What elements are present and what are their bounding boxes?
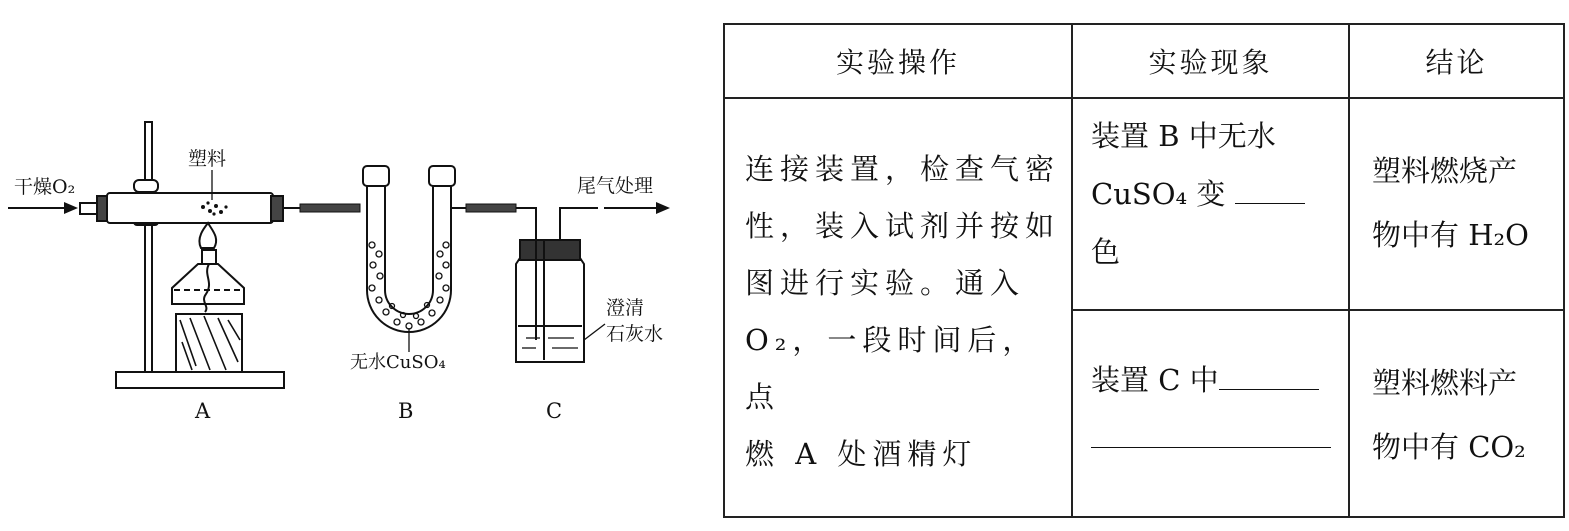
label-c: C xyxy=(546,399,563,423)
u-tube xyxy=(363,166,455,332)
operation-line: 性，装入试剂并按如 xyxy=(745,209,1061,243)
answer-blank[interactable] xyxy=(1219,361,1319,390)
limewater-label-1: 澄清 xyxy=(606,297,645,319)
conclusion-text: 物中有 CO₂ xyxy=(1372,430,1526,464)
plastic-label: 塑料 xyxy=(188,148,227,170)
inlet-arrow xyxy=(8,202,78,214)
conclusion-cell-h2o xyxy=(1349,98,1564,310)
header-operation: 实验操作 xyxy=(724,24,1072,98)
operation-cell xyxy=(724,98,1072,517)
conclusion-text: 塑料燃烧产 xyxy=(1372,154,1518,188)
cuso4-granules xyxy=(369,242,449,329)
label-b: B xyxy=(398,399,414,423)
operation-line: 燃 A 处酒精灯 xyxy=(745,437,978,471)
conclusion-text: 塑料燃料产 xyxy=(1372,366,1518,400)
phenomenon-text: 装置 B 中无水 xyxy=(1091,119,1276,153)
exhaust-arrow xyxy=(604,202,670,214)
header-phenomenon: 实验现象 xyxy=(1072,24,1349,98)
answer-blank[interactable] xyxy=(1235,175,1305,204)
answer-blank[interactable] xyxy=(1091,419,1331,448)
exhaust-label: 尾气处理 xyxy=(577,175,654,197)
phenomenon-cell-c xyxy=(1072,310,1349,517)
alcohol-lamp xyxy=(172,223,244,312)
phenomenon-text: CuSO₄ 变 xyxy=(1091,177,1226,211)
combustion-tube xyxy=(80,193,300,223)
conclusion-text: 物中有 H₂O xyxy=(1372,218,1529,252)
table-row xyxy=(724,98,1564,310)
cuso4-label: 无水CuSO₄ xyxy=(350,352,446,373)
header-conclusion: 结论 xyxy=(1349,24,1564,98)
label-a: A xyxy=(195,399,211,423)
phenomenon-cell-b xyxy=(1072,98,1349,310)
conclusion-cell-co2 xyxy=(1349,310,1564,517)
phenomenon-text: 色 xyxy=(1091,235,1121,269)
rubber-tube-bc xyxy=(451,204,516,212)
rubber-tube-ab xyxy=(300,204,360,212)
limewater-label-2: 石灰水 xyxy=(606,323,664,345)
table-header-row xyxy=(724,24,1564,98)
wooden-block xyxy=(176,314,242,372)
apparatus-diagram xyxy=(0,0,715,531)
phenomenon-text: 装置 C 中 xyxy=(1091,363,1219,397)
experiment-table xyxy=(723,23,1565,518)
operation-line: O₂，一段时间后，点 xyxy=(745,323,1038,414)
inlet-label: 干燥O₂ xyxy=(14,176,76,198)
operation-line: 连接装置，检查气密 xyxy=(745,152,1061,186)
operation-line: 图进行实验。通入 xyxy=(745,266,1026,300)
